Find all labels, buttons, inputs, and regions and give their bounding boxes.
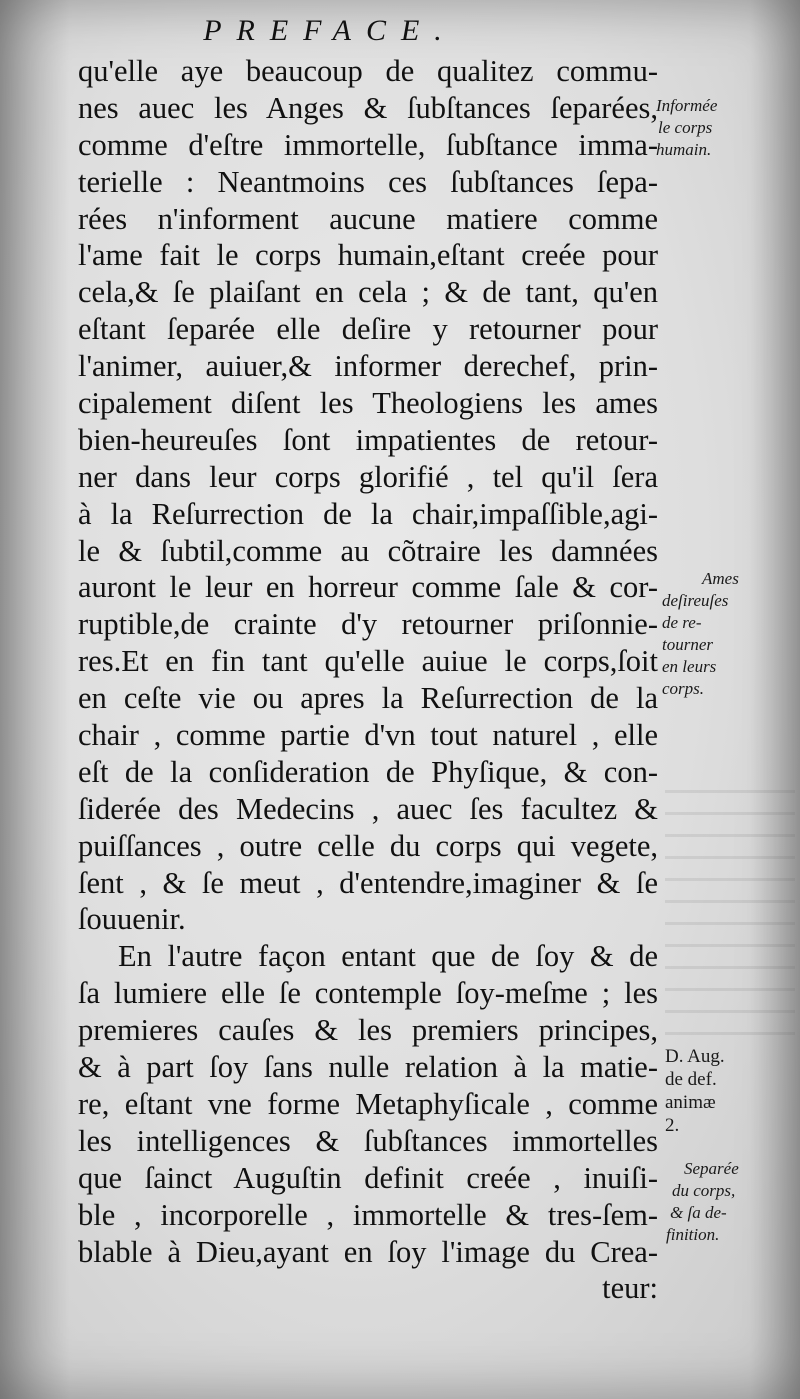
text-line: ble , incorporelle , immortelle & tres-ſem-: [78, 1197, 658, 1232]
margin-note-line: Informée: [656, 96, 718, 115]
text-line: nes auec les Anges & ſubſtances ſeparées,: [78, 90, 658, 125]
text-line: puiſſances , outre celle du corps qui vegete,: [78, 828, 658, 863]
margin-note-line: de def.: [665, 1069, 717, 1090]
margin-note-line: de re-: [662, 613, 702, 632]
paragraph-end-line: ſouuenir.: [78, 902, 186, 937]
bleed-through-texture: [665, 790, 795, 1050]
text-line: terielle : Neantmoins ces ſubſtances ſepa-: [78, 164, 658, 199]
margin-note-line: D. Aug.: [665, 1046, 725, 1067]
text-line: les intelligences & ſubſtances immortelles: [78, 1123, 658, 1158]
margin-note-line: animæ: [665, 1092, 716, 1113]
catchword: teur:: [602, 1271, 658, 1306]
margin-note-line: 2.: [665, 1115, 680, 1136]
body-text: [78, 53, 658, 1307]
text-line: cipalement diſent les Theologiens les ames: [78, 386, 658, 421]
margin-note-line: le corps: [658, 118, 713, 137]
text-line: que ſainct Auguſtin definit creée , inuiſi-: [78, 1160, 658, 1195]
text-line: rées n'informent aucune matiere comme: [78, 201, 658, 236]
margin-note-separee: [666, 1158, 800, 1246]
paragraph-start-line: En l'autre façon entant que de ſoy & de: [118, 939, 658, 974]
running-head: PREFACE.: [203, 14, 457, 47]
margin-note-line: en leurs: [662, 657, 717, 676]
text-line: eſtant ſeparée elle deſire y retourner pour: [78, 312, 658, 347]
text-line: ruptible,de crainte d'y retourner priſonnie-: [78, 607, 658, 642]
text-line: l'ame fait le corps humain,eſtant creée pour: [78, 238, 658, 273]
text-line: qu'elle aye beaucoup de qualitez commu-: [78, 54, 658, 88]
text-line: & à part ſoy ſans nulle relation à la matie-: [78, 1050, 658, 1085]
margin-note-line: Ames: [702, 569, 739, 588]
text-line: l'animer, auiuer,& informer derechef, prin-: [78, 349, 658, 384]
margin-note-line: & ſa de-: [670, 1203, 727, 1222]
text-line: à la Reſurrection de la chair,impaſſible,agi-: [78, 496, 658, 531]
margin-note-line: du corps,: [672, 1181, 736, 1200]
text-line: premieres cauſes & les premiers principes,: [78, 1013, 658, 1048]
margin-note-line: tourner: [662, 635, 713, 654]
text-line: res.Et en fin tant qu'elle auiue le corps,ſoit: [78, 644, 658, 679]
text-line: comme d'eſtre immortelle, ſubſtance imma-: [78, 127, 658, 162]
text-line: ſa lumiere elle ſe contemple ſoy-meſme ; les: [78, 976, 658, 1011]
margin-note-ames: [662, 568, 800, 700]
text-line: auront le leur en horreur comme ſale & cor-: [78, 570, 658, 605]
text-line: ſiderée des Medecins , auec ſes facultez &: [78, 791, 658, 826]
text-line: bien-heureuſes ſont impatientes de retour-: [78, 422, 658, 457]
text-line: eſt de la conſideration de Phyſique, & con-: [78, 754, 658, 789]
text-line: en ceſte vie ou apres la Reſurrection de la: [78, 681, 658, 716]
text-line: cela,& ſe plaiſant en cela ; & de tant, qu'en: [78, 275, 658, 310]
margin-note-line: deſireuſes: [662, 591, 729, 610]
text-line: re, eſtant vne forme Metaphyſicale , comme: [78, 1086, 658, 1121]
margin-note-line: Separée: [684, 1159, 739, 1178]
margin-note-line: humain.: [656, 140, 712, 159]
text-line: chair , comme partie d'vn tout naturel , elle: [78, 718, 658, 753]
margin-note-informee: [656, 95, 796, 161]
text-line: le & ſubtil,comme au cõtraire les damnées: [78, 533, 658, 568]
page-shadow-left: [0, 0, 70, 1399]
margin-note-line: corps.: [662, 679, 705, 698]
text-line: ſent , & ſe meut , d'entendre,imaginer & ſe: [78, 865, 658, 900]
margin-note-line: finition.: [666, 1225, 720, 1244]
text-line: ner dans leur corps glorifié , tel qu'il ſera: [78, 459, 658, 494]
margin-note-augustin: [665, 1045, 800, 1137]
text-line: blable à Dieu,ayant en ſoy l'image du Crea-: [78, 1234, 658, 1269]
